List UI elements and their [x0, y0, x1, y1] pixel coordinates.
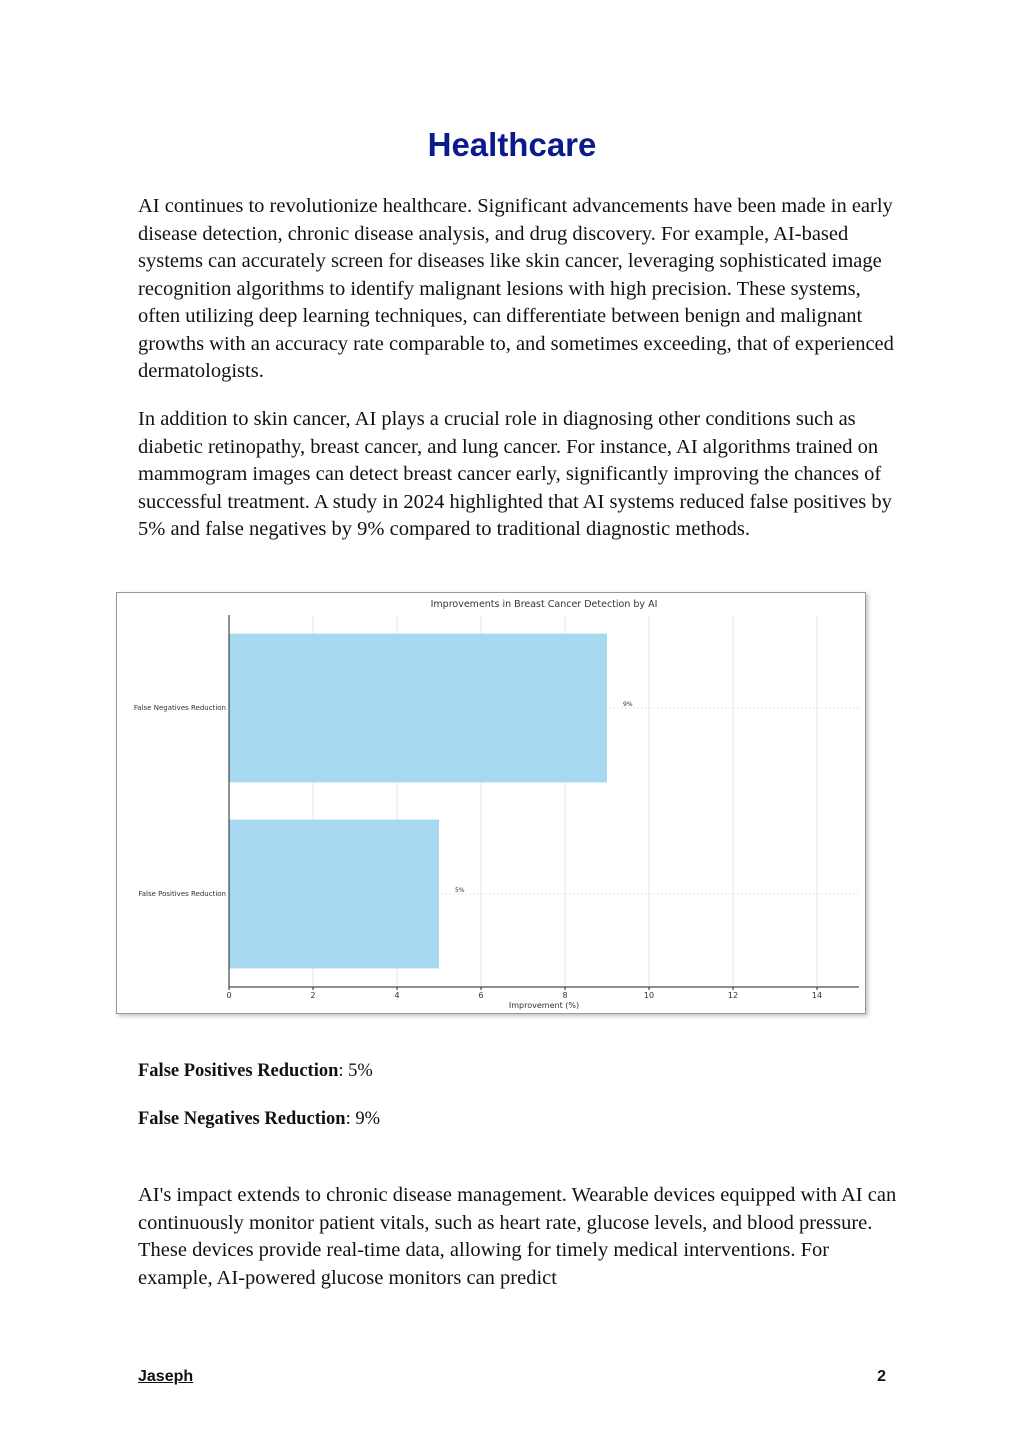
page-title: Healthcare	[427, 126, 597, 163]
stat-value: 9%	[355, 1109, 381, 1129]
x-tick-label: 8	[562, 991, 568, 1000]
x-tick-label: 4	[394, 991, 400, 1000]
x-tick-label: 14	[811, 991, 823, 1000]
y-tick-label: False Positives Reduction	[138, 890, 226, 898]
bar	[229, 820, 439, 969]
data-label: 9%	[623, 701, 633, 708]
y-tick-label: False Negatives Reduction	[133, 704, 226, 712]
x-tick-label: 6	[478, 991, 484, 1000]
x-tick-label: 12	[727, 991, 739, 1000]
stat-value: 5%	[348, 1061, 373, 1081]
x-axis-label: Improvement (%)	[508, 1001, 580, 1010]
intro-paragraph: AI continues to revolutionize healthcare. Significant advancements have been made in early disease detection, chronic disease analysis, and drug discovery. For example, AI-based systems can accurately screen for diseases like skin cancer, leveraging sophisticated image recognition algorithms to identify malignant lesions with high precision. These systems, often utilizing deep learning techniques, can differentiate between benign and malignant growths with an accuracy rate comparable to, and sometimes exceeding, that of experienced dermatologists.	[138, 195, 894, 382]
stat-false-positives: False Positives Reduction: 5%	[138, 1061, 373, 1081]
diagnosis-paragraph: In addition to skin cancer, AI plays a crucial role in diagnosing other conditions such as diabetic retinopathy, breast cancer, and lung cancer. For instance, AI algorithms trained on mammogram images can detect breast cancer early, significantly improving the chances of successful treatment. A study in 2024 highlighted that AI systems reduced false positives by 5% and false negatives by 9% compared to traditional diagnostic methods.	[138, 408, 892, 540]
x-tick-label: 0	[226, 991, 232, 1000]
stat-label: False Positives Reduction	[138, 1061, 339, 1081]
bar	[229, 634, 607, 783]
x-tick-label: 10	[643, 991, 655, 1000]
x-tick-label: 2	[310, 991, 316, 1000]
chronic-disease-paragraph: AI's impact extends to chronic disease management. Wearable devices equipped with AI can continuously monitor patient vitals, such as heart rate, glucose levels, and blood pressure. These devices provide real-time data, allowing for timely medical interventions. For example, AI-powered glucose monitors can predict	[138, 1184, 897, 1289]
stat-false-negatives: False Negatives Reduction: 9%	[138, 1109, 381, 1129]
chart-title: Improvements in Breast Cancer Detection by AI	[430, 599, 658, 610]
page-number: 2	[877, 1368, 886, 1385]
chart-canvas	[117, 593, 865, 1013]
footer-author: Jaseph	[138, 1368, 194, 1385]
stat-label: False Negatives Reduction	[138, 1109, 346, 1129]
breast-cancer-chart	[116, 592, 866, 1014]
data-label: 5%	[455, 887, 465, 894]
